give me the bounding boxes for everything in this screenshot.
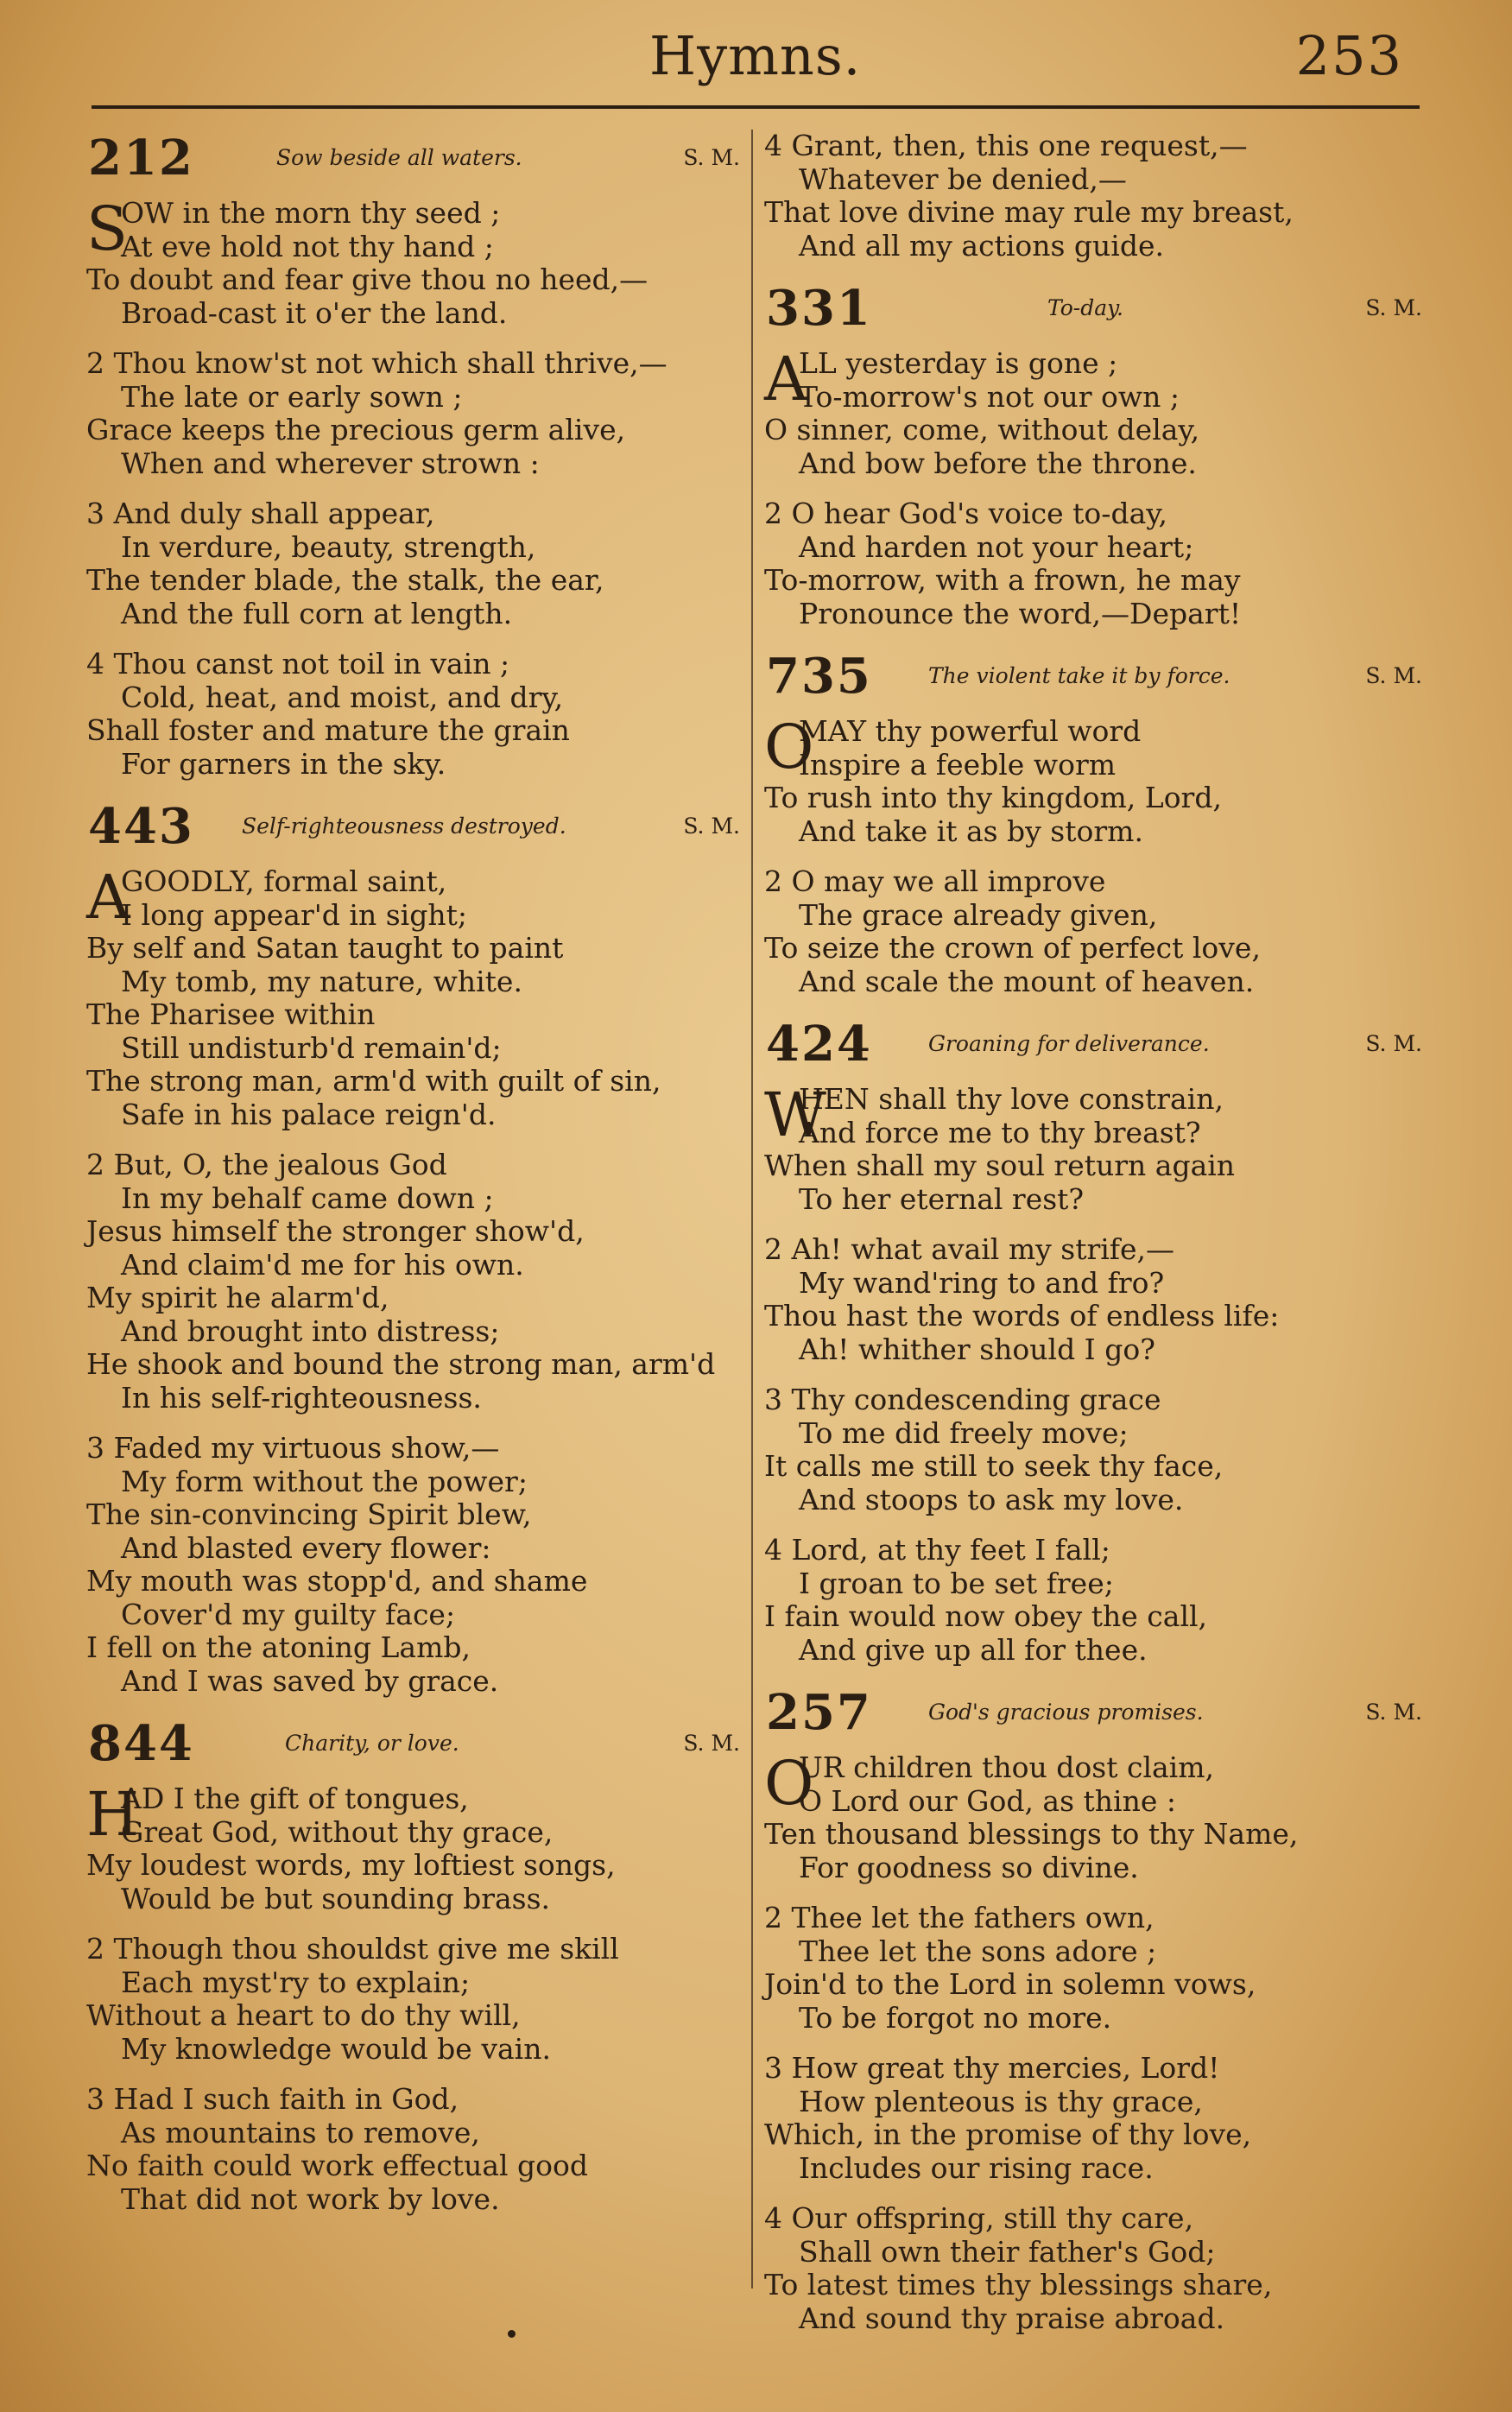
verse-line: Thou hast the words of endless life:	[764, 1299, 1280, 1333]
verse-line: Great God, without thy grace,	[121, 1814, 554, 1849]
hymn-header	[764, 1016, 1429, 1083]
verse-line: Includes our rising race.	[799, 2150, 1154, 2185]
verse-line: The Pharisee within	[86, 997, 376, 1031]
verse-line: 2 Thou know'st not which shall thrive,—	[86, 346, 667, 380]
verse-line: And I was saved by grace.	[121, 1663, 499, 1698]
hymn-title: God's gracious promises.	[928, 1700, 1204, 1725]
verse-line: O MAY thy powerful word	[764, 712, 1142, 782]
verse-line: Ah! whither should I go?	[799, 1332, 1155, 1366]
verse-line: In verdure, beauty, strength,	[121, 529, 536, 564]
verse-line: And all my actions guide.	[799, 228, 1164, 263]
verse-line: And stoops to ask my love.	[799, 1482, 1184, 1516]
stanza	[86, 347, 747, 480]
verse-line: Cold, heat, and moist, and dry,	[121, 680, 564, 714]
verse-line: To me did freely move;	[799, 1415, 1129, 1450]
hymn-header	[86, 130, 747, 197]
verse-line: S OW in the morn thy seed ;	[86, 193, 501, 264]
hymn-header	[764, 280, 1429, 347]
stanza	[86, 193, 747, 330]
verse-line: I fain would now obey the call,	[764, 1599, 1208, 1633]
verse-line: Pronounce the word,—Depart!	[799, 596, 1242, 630]
stanza	[86, 648, 747, 781]
verse-line: O UR children thou dost claim,	[764, 1748, 1215, 1819]
verse-line: Each myst'ry to explain;	[121, 1965, 471, 1999]
verse-line: He shook and bound the strong man, arm'd	[86, 1347, 716, 1381]
verse-line: At eve hold not thy hand ;	[121, 229, 494, 263]
page-footer-dot	[508, 2330, 516, 2338]
stanza	[86, 1779, 747, 1915]
verse-line: 3 How great thy mercies, Lord!	[764, 2051, 1220, 2085]
verse-line: 4 Our offspring, still thy care,	[764, 2201, 1194, 2235]
verse-line: The tender blade, the stalk, the ear,	[86, 563, 604, 597]
stanza	[764, 1079, 1429, 1216]
hymn-header	[86, 1715, 747, 1782]
hymn	[764, 648, 1429, 998]
hymn	[764, 1684, 1429, 2335]
hymn-title: Groaning for deliverance.	[928, 1031, 1210, 1056]
verse-line: Cover'd my guilty face;	[121, 1597, 456, 1631]
hymn-number: 212	[88, 130, 194, 187]
stanza	[86, 497, 747, 630]
hymn-number: 424	[766, 1016, 872, 1073]
verse-line: That love divine may rule my breast,	[764, 195, 1294, 229]
hymn-title: To-day.	[1047, 295, 1123, 320]
stanza	[764, 1748, 1429, 1884]
verse-line: W HEN shall thy love constrain,	[764, 1079, 1224, 1150]
verse-line: 3 Faded my virtuous show,—	[86, 1431, 500, 1465]
verse-line: Thee let the sons adore ;	[799, 1934, 1157, 1968]
verse-line: In my behalf came down ;	[121, 1181, 494, 1215]
verse-line: 4 Thou canst not toil in vain ;	[86, 647, 510, 681]
hymn	[764, 130, 1429, 263]
running-title: Hymns.	[649, 24, 862, 87]
verse-line: Join'd to the Lord in solemn vows,	[764, 1967, 1256, 2001]
verse-line: To-morrow, with a frown, he may	[764, 563, 1241, 597]
verse-line: And sound thy praise abroad.	[799, 2301, 1225, 2335]
verse-line: To doubt and fear give thou no heed,—	[86, 263, 648, 296]
stanza	[764, 865, 1429, 998]
verse-line: Which, in the promise of thy love,	[764, 2118, 1252, 2151]
verse-line: 4 Grant, then, this one request,—	[764, 129, 1248, 162]
verse-line: And force me to thy breast?	[799, 1115, 1201, 1149]
verse-line: I groan to be set free;	[799, 1566, 1114, 1600]
verse-line: My loudest words, my loftiest songs,	[86, 1848, 616, 1882]
verse-line: 2 Ah! what avail my strife,—	[764, 1232, 1175, 1266]
verse-line: Shall own their father's God;	[799, 2234, 1216, 2269]
verse-line: Would be but sounding brass.	[121, 1881, 551, 1915]
stanza	[86, 1149, 747, 1415]
drop-cap: O	[764, 712, 814, 782]
verse-line: It calls me still to seek thy face,	[764, 1449, 1224, 1483]
verse-line: As mountains to remove,	[121, 2115, 480, 2149]
hymn-title: Sow beside all waters.	[276, 145, 522, 170]
verse-line: A GOODLY, formal saint,	[86, 862, 447, 933]
verse-line: To rush into thy kingdom, Lord,	[764, 781, 1222, 814]
verse-line: Ten thousand blessings to thy Name,	[764, 1817, 1299, 1851]
verse-line: Still undisturb'd remain'd;	[121, 1030, 502, 1065]
verse-line: And claim'd me for his own.	[121, 1247, 524, 1282]
hymn-meter: S. M.	[683, 813, 740, 839]
verse-line: By self and Satan taught to paint	[86, 931, 564, 965]
stanza	[764, 2202, 1429, 2335]
verse-line: Without a heart to do thy will,	[86, 1998, 521, 2032]
header-rule	[92, 105, 1420, 109]
hymn	[86, 1715, 747, 2216]
stanza	[764, 1383, 1429, 1516]
hymn-header	[86, 798, 747, 865]
hymn-title: Charity, or love.	[285, 1731, 459, 1756]
hymn	[86, 798, 747, 1698]
verse-line: My mouth was stopp'd, and shame	[86, 1564, 588, 1598]
drop-cap: S	[86, 193, 128, 264]
drop-cap: O	[764, 1748, 814, 1819]
verse-line: Inspire a feeble worm	[799, 747, 1117, 782]
verse-line: Shall foster and mature the grain	[86, 713, 570, 747]
verse-line: Grace keeps the precious germ alive,	[86, 413, 626, 446]
verse-line: For garners in the sky.	[121, 746, 446, 781]
verse-line: The late or early sown ;	[121, 379, 463, 414]
verse-line: 2 O hear God's voice to-day,	[764, 497, 1167, 530]
drop-cap: W	[764, 1079, 826, 1150]
hymn	[764, 1016, 1429, 1667]
hymn-header	[764, 648, 1429, 715]
hymn-meter: S. M.	[1365, 1031, 1422, 1056]
hymn-number: 735	[766, 648, 872, 705]
verse-line: 3 And duly shall appear,	[86, 497, 435, 530]
verse-line: I fell on the atoning Lamb,	[86, 1630, 471, 1664]
hymn-number: 257	[766, 1684, 872, 1741]
verse-line: And scale the mount of heaven.	[799, 964, 1255, 998]
verse-line: And bow before the throne.	[799, 446, 1197, 480]
hymn-meter: S. M.	[1365, 663, 1422, 688]
verse-line: When and wherever strown :	[121, 446, 540, 480]
page-header	[0, 0, 1512, 112]
verse-line: Whatever be denied,—	[799, 161, 1127, 196]
verse-line: My spirit he alarm'd,	[86, 1281, 389, 1314]
left-column	[86, 130, 747, 2233]
verse-line: And take it as by storm.	[799, 813, 1143, 848]
drop-cap: A	[764, 344, 808, 415]
verse-line: To her eternal rest?	[799, 1181, 1085, 1216]
verse-line: The sin-convincing Spirit blew,	[86, 1497, 532, 1531]
drop-cap: H	[86, 1779, 140, 1850]
hymn-number: 844	[88, 1715, 194, 1772]
verse-line: And blasted every flower:	[121, 1530, 491, 1565]
hymn-number: 443	[88, 798, 194, 855]
page-number: 253	[1295, 24, 1403, 87]
hymn-number: 331	[766, 280, 872, 337]
hymn-meter: S. M.	[683, 145, 740, 170]
verse-line: How plenteous is thy grace,	[799, 2084, 1203, 2118]
verse-line: 3 Had I such faith in God,	[86, 2082, 459, 2116]
stanza	[86, 862, 747, 1131]
verse-line: 4 Lord, at thy feet I fall;	[764, 1533, 1110, 1567]
verse-line: The strong man, arm'd with guilt of sin,	[86, 1064, 661, 1098]
verse-line: That did not work by love.	[121, 2181, 500, 2216]
drop-cap: A	[86, 862, 130, 933]
verse-line: My knowledge would be vain.	[121, 2031, 551, 2066]
stanza	[764, 712, 1429, 848]
verse-line: Jesus himself the stronger show'd,	[86, 1214, 585, 1248]
stanza	[86, 1933, 747, 2066]
right-column	[764, 130, 1429, 2352]
verse-line: 2 Thee let the fathers own,	[764, 1901, 1155, 1934]
verse-line: I long appear'd in sight;	[121, 897, 467, 932]
verse-line: My form without the power;	[121, 1464, 528, 1498]
hymn-title: The violent take it by force.	[928, 663, 1230, 688]
verse-line: And brought into distress;	[121, 1314, 500, 1348]
stanza	[764, 1902, 1429, 2035]
verse-line: For goodness so divine.	[799, 1850, 1139, 1884]
verse-line: 2 O may we all improve	[764, 864, 1106, 898]
hymn-meter: S. M.	[683, 1731, 740, 1756]
column-divider	[751, 130, 753, 2289]
stanza	[764, 1534, 1429, 1667]
verse-line: In his self-righteousness.	[121, 1380, 482, 1415]
verse-line: To latest times thy blessings share,	[764, 2268, 1273, 2301]
verse-line: O Lord our God, as thine :	[799, 1783, 1176, 1818]
verse-line: And the full corn at length.	[121, 596, 513, 630]
verse-line: To-morrow's not our own ;	[799, 379, 1180, 414]
stanza	[86, 2083, 747, 2216]
verse-line: No faith could work effectual good	[86, 2149, 589, 2182]
verse-line: And give up all for thee.	[799, 1632, 1148, 1667]
verse-line: And harden not your heart;	[799, 529, 1194, 564]
stanza	[764, 1233, 1429, 1366]
verse-line: My tomb, my nature, white.	[121, 964, 522, 998]
verse-line: The grace already given,	[799, 897, 1158, 932]
hymn-meter: S. M.	[1365, 295, 1422, 320]
stanza	[764, 497, 1429, 630]
verse-line: When shall my soul return again	[764, 1149, 1236, 1182]
verse-line: Broad-cast it o'er the land.	[121, 295, 508, 330]
verse-line: H AD I the gift of tongues,	[86, 1779, 469, 1850]
stanza	[764, 2052, 1429, 2185]
verse-line: To be forgot no more.	[799, 2000, 1112, 2035]
hymn-header	[764, 1684, 1429, 1751]
verse-line: 2 But, O, the jealous God	[86, 1148, 447, 1181]
stanza	[764, 344, 1429, 480]
verse-line: A LL yesterday is gone ;	[764, 344, 1118, 415]
verse-line: To seize the crown of perfect love,	[764, 931, 1261, 965]
hymn	[86, 130, 747, 781]
verse-line: O sinner, come, without delay,	[764, 413, 1200, 446]
stanza	[764, 130, 1429, 263]
stanza	[86, 1432, 747, 1698]
hymn-title: Self-righteousness destroyed.	[242, 813, 566, 839]
hymn-meter: S. M.	[1365, 1700, 1422, 1725]
verse-line: My wand'ring to and fro?	[799, 1265, 1165, 1300]
verse-line: 2 Though thou shouldst give me skill	[86, 1932, 619, 1966]
verse-line: Safe in his palace reign'd.	[121, 1097, 497, 1131]
verse-line: 3 Thy condescending grace	[764, 1383, 1161, 1416]
hymn	[764, 280, 1429, 630]
